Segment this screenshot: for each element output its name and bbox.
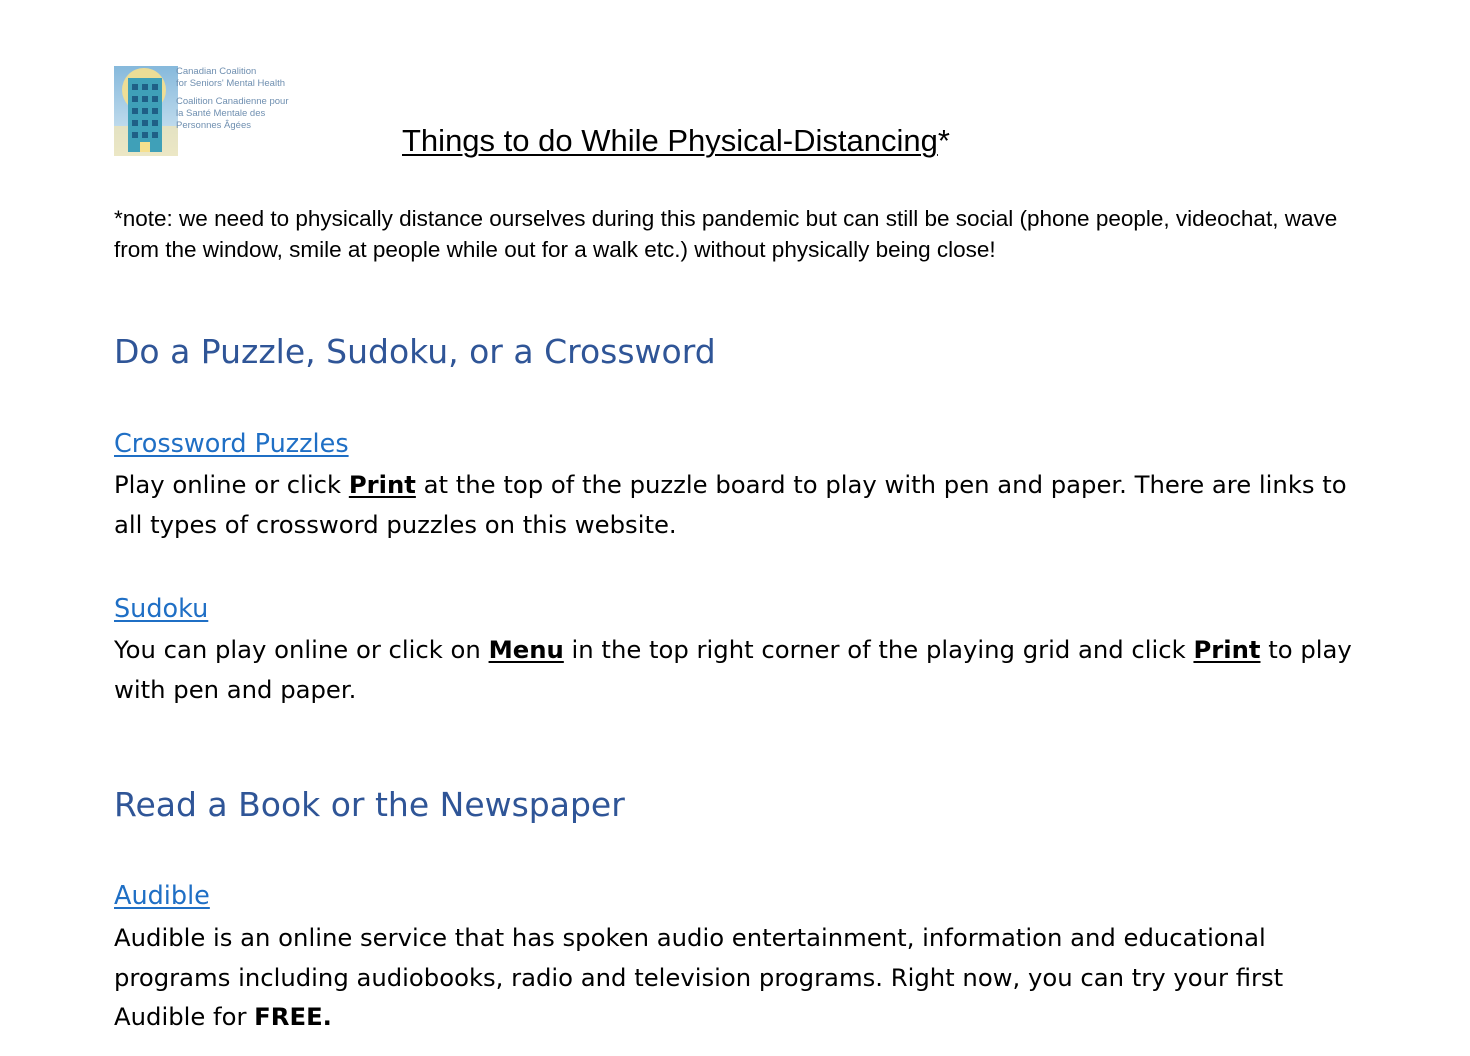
section-heading-reading: Read a Book or the Newspaper bbox=[114, 785, 625, 824]
crossword-description bbox=[114, 465, 1364, 544]
sudoku-text-a: You can play online or click on bbox=[114, 635, 489, 664]
audible-text-a: Audible is an online service that has spoken audio entertainment, information and educational programs including audiobooks, radio and television programs. Right now, you can try your first Audible for bbox=[114, 923, 1284, 1031]
sudoku-text-b: in the top right corner of the playing grid and click bbox=[563, 635, 1194, 664]
section-heading-puzzles: Do a Puzzle, Sudoku, or a Crossword bbox=[114, 332, 716, 371]
logo-text-line: for Seniors' Mental Health bbox=[176, 78, 286, 89]
print-keyword: Print bbox=[348, 470, 416, 499]
sudoku-text-c: to play with pen and paper. bbox=[114, 635, 1352, 704]
document-title-asterisk: * bbox=[937, 123, 950, 158]
logo-text-line: Personnes Âgées bbox=[176, 120, 251, 131]
free-emphasis: FREE. bbox=[254, 1002, 332, 1031]
print-keyword: Print bbox=[1193, 635, 1261, 664]
coalition-logo bbox=[114, 66, 314, 156]
crossword-text-b: at the top of the puzzle board to play with pen and paper. There are links to all types of crossword puzzles on this website. bbox=[114, 470, 1347, 539]
logo-text-line: Canadian Coalition bbox=[176, 66, 257, 77]
menu-keyword: Menu bbox=[488, 635, 564, 664]
audible-link[interactable]: Audible bbox=[114, 881, 210, 911]
distancing-note: *note: we need to physically distance ourselves during this pandemic but can still be social (phone people, videochat, wave from the window, smile at people while out for a walk etc.) without physically being close! bbox=[114, 206, 1338, 262]
crossword-puzzles-link[interactable]: Crossword Puzzles bbox=[114, 429, 349, 459]
crossword-text-a: Play online or click bbox=[114, 470, 349, 499]
sudoku-description bbox=[114, 630, 1364, 709]
sudoku-link[interactable]: Sudoku bbox=[114, 594, 209, 624]
document-title-text: Things to do While Physical-Distancing bbox=[402, 123, 938, 158]
audible-description bbox=[114, 918, 1364, 1037]
logo-text-line: la Santé Mentale des bbox=[176, 108, 266, 119]
logo-wordmark bbox=[176, 66, 316, 132]
document-title bbox=[402, 121, 950, 161]
logo-text-line: Coalition Canadienne pour bbox=[176, 96, 289, 107]
building-logo-icon bbox=[114, 66, 178, 156]
